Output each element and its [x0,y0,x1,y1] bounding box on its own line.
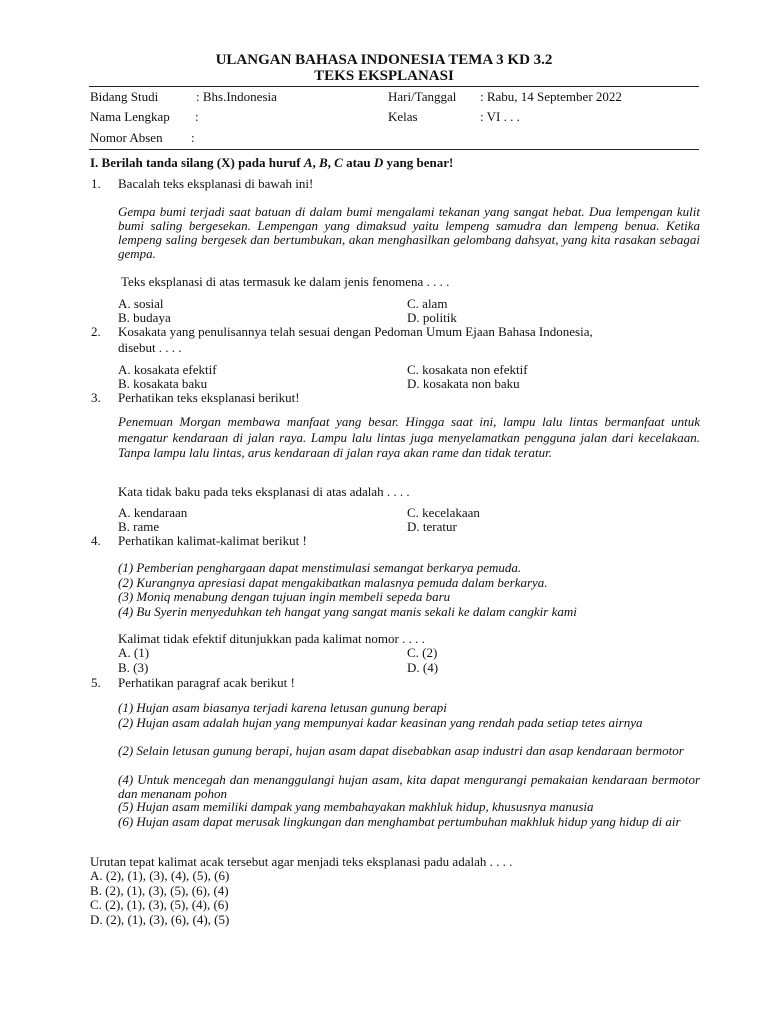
kelas-field[interactable]: : VI . . . [480,109,520,124]
instruction-letter: B [319,155,328,170]
instruction-letter: C [334,155,343,170]
sentence-item: (5) Hujan asam memiliki dampak yang membahayakan makhluk hidup, khususnya manusia [118,799,594,814]
option-c[interactable]: C. kosakata non efektif [407,362,528,377]
question-stem-cont: disebut . . . . [118,340,182,355]
divider [89,149,699,150]
page-subtitle: TEKS EKSPLANASI [314,68,454,84]
question-stem: Perhatikan paragraf acak berikut ! [118,675,295,690]
section-instruction [90,155,453,170]
option-d[interactable]: D. (2), (1), (3), (6), (4), (5) [90,912,230,927]
option-b[interactable]: B. rame [118,519,160,534]
option-a[interactable]: A. kosakata efektif [118,362,217,377]
sentence-item: (2) Selain letusan gunung berapi, hujan asam dapat disebabkan asap industri dan asap kendaraan bermotor [118,743,684,758]
sentence-item: (1) Hujan asam biasanya terjadi karena letusan gunung berapi [118,700,447,715]
kelas-label: Kelas [388,109,418,124]
option-c[interactable]: C. alam [407,296,448,311]
option-b[interactable]: B. (2), (1), (3), (5), (6), (4) [90,883,229,898]
question-number: 4. [91,533,101,548]
option-d[interactable]: D. teratur [407,519,457,534]
sentence-item: (2) Kurangnya apresiasi dapat mengakibatkan malasnya pemuda dalam berkarya. [118,575,548,590]
instruction-text: yang benar! [383,155,454,170]
question-text: Urutan tepat kalimat acak tersebut agar menjadi teks eksplanasi padu adalah . . . . [90,854,513,869]
sentence-item: (4) Bu Syerin menyeduhkan teh hangat yang sangat manis sekali ke dalam cangkir kami [118,604,577,619]
option-c[interactable]: C. (2), (1), (3), (5), (4), (6) [90,897,229,912]
absen-label: Nomor Absen [90,130,163,145]
instruction-text: atau [342,155,374,170]
reading-passage: Penemuan Morgan membawa manfaat yang besar. Hingga saat ini, lampu lalu lintas bermanfaat untuk mengatur kendaraan di jalan raya. Lampu lalu lintas juga menyelamatkan pengguna jalan dari kecelakaan. Tanpa lampu lalu lintas, arus kendaraan di jalan raya akan rame dan tidak teratur. [118,414,700,460]
question-text: Kata tidak baku pada teks eksplanasi di atas adalah . . . . [118,484,410,499]
instruction-text: I. Berilah tanda silang (X) pada huruf [90,155,304,170]
sentence-item: (2) Hujan asam adalah hujan yang mempunyai kadar keasinan yang rendah pada setiap tetes airnya [118,715,643,730]
instruction-sep: , [327,155,335,170]
absen-field[interactable]: : [191,130,195,145]
option-a[interactable]: A. sosial [118,296,164,311]
option-d[interactable]: D. (4) [407,660,439,675]
option-a[interactable]: A. (1) [118,645,150,660]
option-b[interactable]: B. kosakata baku [118,376,208,391]
question-stem: Perhatikan kalimat-kalimat berikut ! [118,533,307,548]
sentence-item: (1) Pemberian penghargaan dapat menstimulasi semangat berkarya pemuda. [118,560,522,575]
option-d[interactable]: D. kosakata non baku [407,376,520,391]
question-stem: Bacalah teks eksplanasi di bawah ini! [118,176,314,191]
instruction-letter: A [303,155,313,170]
nama-field[interactable]: : [195,109,199,124]
page-title: ULANGAN BAHASA INDONESIA TEMA 3 KD 3.2 [215,52,553,68]
bidang-label: Bidang Studi [90,89,159,104]
sentence-item: (4) Untuk mencegah dan menanggulangi hujan asam, kita dapat mengurangi pemakaian kendaraan bermotor dan menanam pohon [118,772,700,801]
option-b[interactable]: B. budaya [118,310,171,325]
question-stem: Kosakata yang penulisannya telah sesuai dengan Pedoman Umum Ejaan Bahasa Indonesia, [118,324,593,339]
option-c[interactable]: C. kecelakaan [407,505,480,520]
hari-value: : Rabu, 14 September 2022 [480,89,622,104]
option-a[interactable]: A. (2), (1), (3), (4), (5), (6) [90,868,230,883]
hari-label: Hari/Tanggal [388,89,457,104]
divider [89,86,699,87]
instruction-letter: D [373,155,384,170]
reading-passage: Gempa bumi terjadi saat batuan di dalam bumi mengalami tekanan yang sangat hebat. Dua lempengan kulit bumi saling bergesekan. Lempengan yang dimaksud yaitu lempeng samudra dan lempeng benua. Ketika lempeng saling bergesek dan bertumbukan, akan menghasilkan gelombang dahsyat, yang kita rasakan sebagai gempa. [118,204,700,261]
option-a[interactable]: A. kendaraan [118,505,188,520]
sentence-item: (6) Hujan asam dapat merusak lingkungan dan menghambat pertumbuhan makhluk hidup yang hidup di air [118,814,681,829]
question-number: 3. [91,390,101,405]
option-b[interactable]: B. (3) [118,660,149,675]
question-text: Kalimat tidak efektif ditunjukkan pada kalimat nomor . . . . [118,631,425,646]
sentence-item: (3) Moniq menabung dengan tujuan ingin membeli sepeda baru [118,589,451,604]
instruction-sep: , [312,155,319,170]
question-number: 5. [91,675,101,690]
question-number: 2. [91,324,101,339]
nama-label: Nama Lengkap [90,109,170,124]
option-c[interactable]: C. (2) [407,645,438,660]
question-stem: Perhatikan teks eksplanasi berikut! [118,390,300,405]
question-text: Teks eksplanasi di atas termasuk ke dalam jenis fenomena . . . . [121,274,450,289]
option-d[interactable]: D. politik [407,310,457,325]
bidang-value: : Bhs.Indonesia [196,89,277,104]
question-number: 1. [91,176,101,191]
